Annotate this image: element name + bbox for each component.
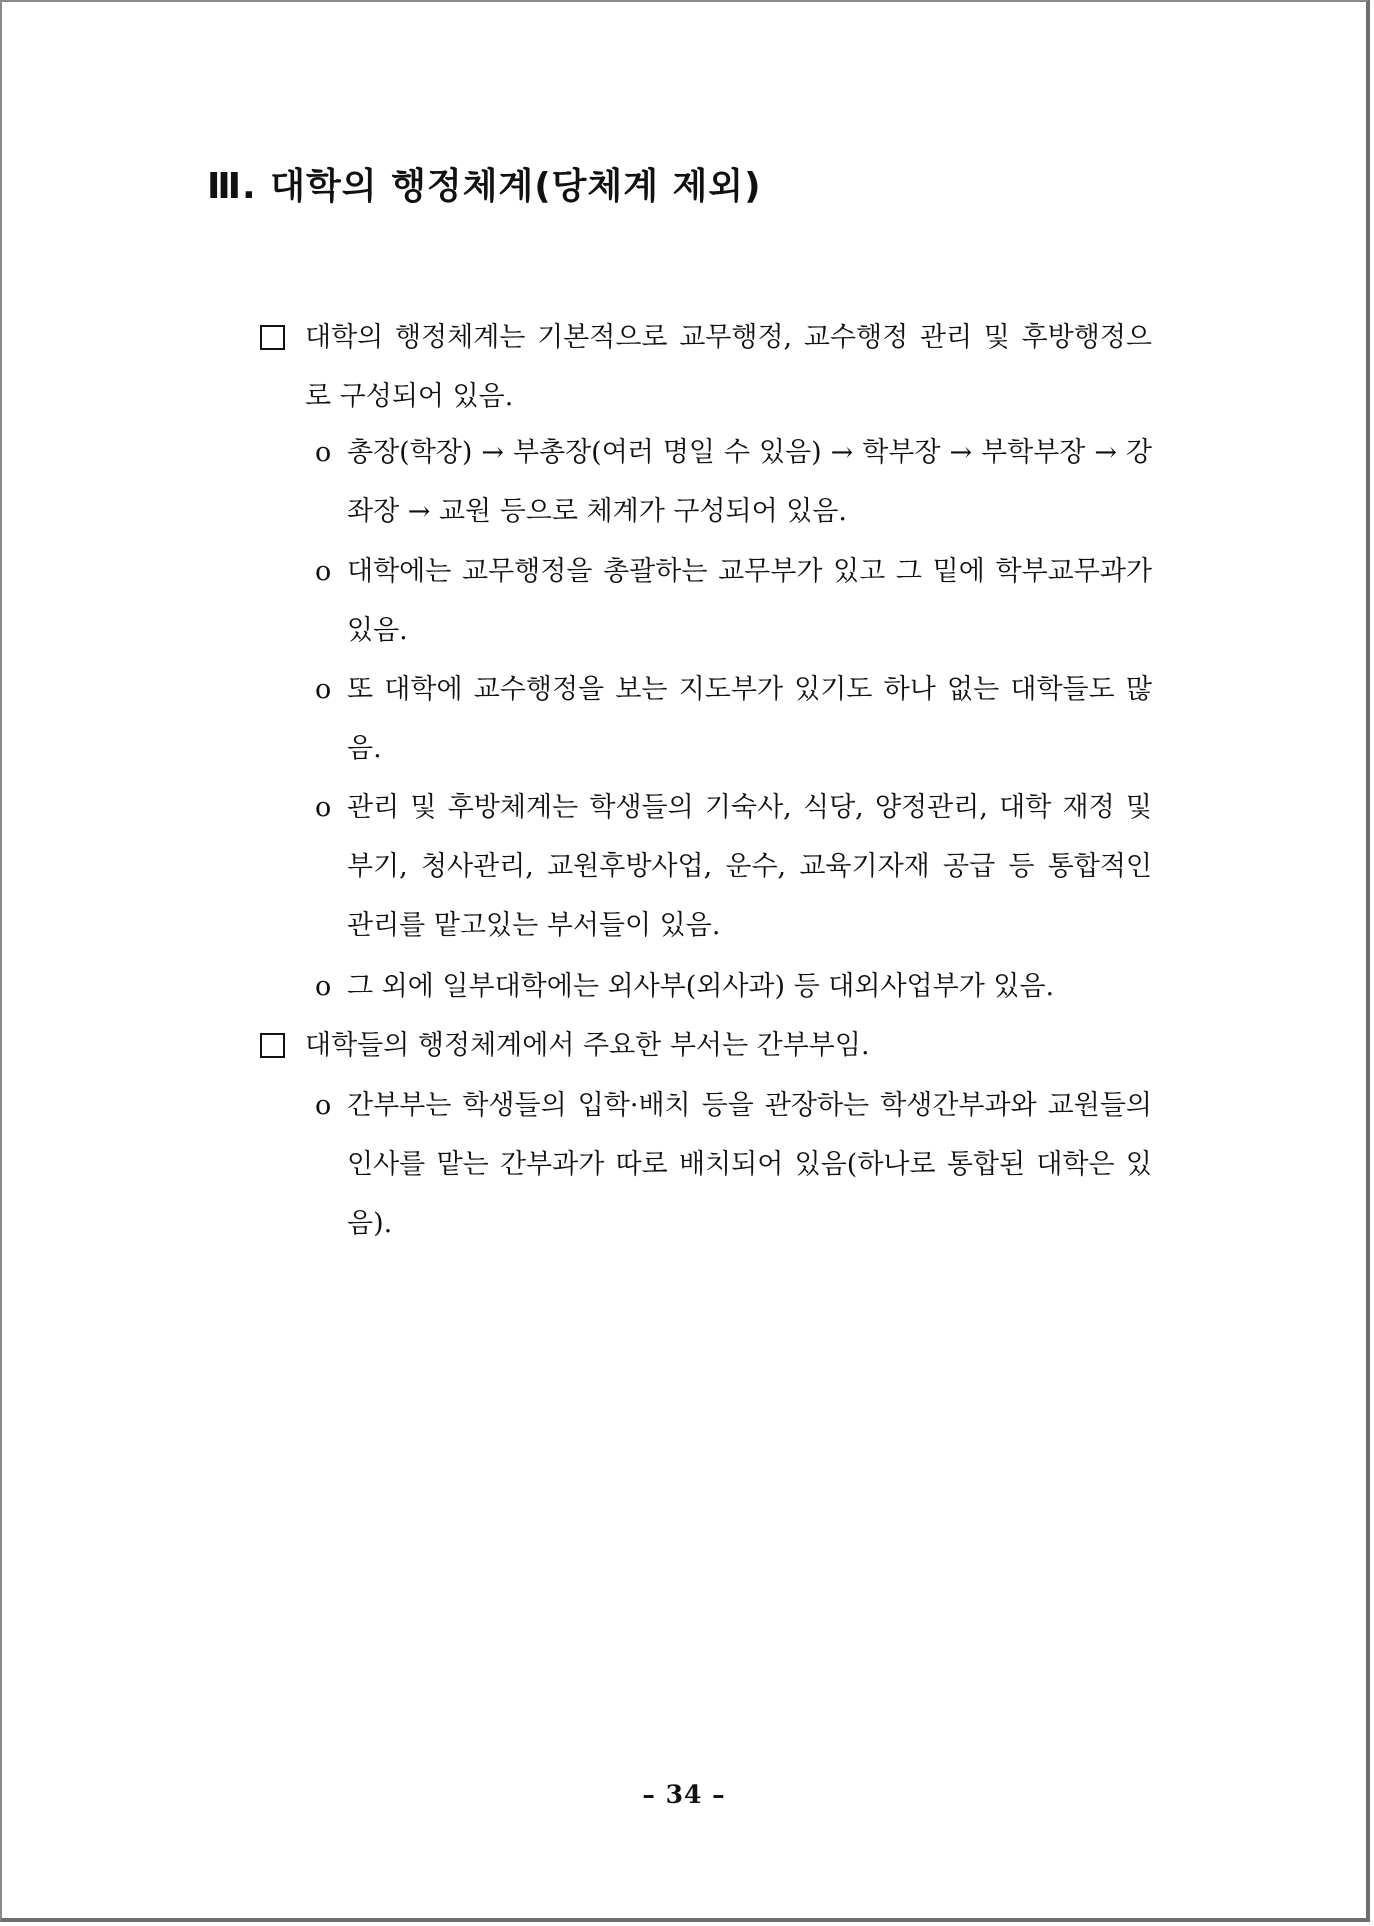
list-bullet: o (315, 674, 332, 705)
list-item (315, 660, 1152, 778)
box-item (260, 308, 1152, 426)
list-bullet: o (315, 792, 332, 823)
list-item (315, 778, 1152, 955)
page-number: – 34 – (642, 1780, 726, 1809)
list-item-text: 총장(학장) → 부총장(여러 명일 수 있음) → 학부장 → 부학부장 → 강좌장 → 교원 등으로 체계가 구성되어 있음. (347, 437, 1152, 527)
checkbox-square-icon (260, 1033, 285, 1058)
list-item (315, 542, 1152, 660)
list-item-text: 또 대학에 교수행정을 보는 지도부가 있기도 하나 없는 대학들도 많음. (347, 674, 1152, 764)
list-item (315, 1076, 1152, 1253)
box-item (260, 1016, 1152, 1075)
list-item-text: 대학에는 교무행정을 총괄하는 교무부가 있고 그 밑에 학부교무과가 있음. (347, 556, 1152, 646)
box-item-text: 대학의 행정체계는 기본적으로 교무행정, 교수행정 관리 및 후방행정으로 구성되어 있음. (305, 322, 1152, 412)
list-item (315, 423, 1152, 541)
list-bullet: o (315, 1090, 332, 1121)
section-heading: Ⅲ. 대학의 행정체계(당체계 제외) (207, 166, 762, 207)
list-item (315, 957, 1152, 1016)
checkbox-square-icon (260, 325, 285, 350)
list-bullet: o (315, 437, 332, 468)
list-bullet: o (315, 971, 332, 1002)
list-item-text: 그 외에 일부대학에는 외사부(외사과) 등 대외사업부가 있음. (347, 971, 1055, 1002)
list-item-text: 간부부는 학생들의 입학·배치 등을 관장하는 학생간부과와 교원들의 인사를 맡는 간부과가 따로 배치되어 있음(하나로 통합된 대학은 있음). (347, 1090, 1152, 1239)
list-bullet: o (315, 556, 332, 587)
list-item-text: 관리 및 후방체계는 학생들의 기숙사, 식당, 양정관리, 대학 재정 및 부기, 청사관리, 교원후방사업, 운수, 교육기자재 공급 등 통합적인 관리를 맡고있는 부서들이 있음. (347, 792, 1152, 941)
box-item-text: 대학들의 행정체계에서 주요한 부서는 간부부임. (305, 1030, 870, 1061)
